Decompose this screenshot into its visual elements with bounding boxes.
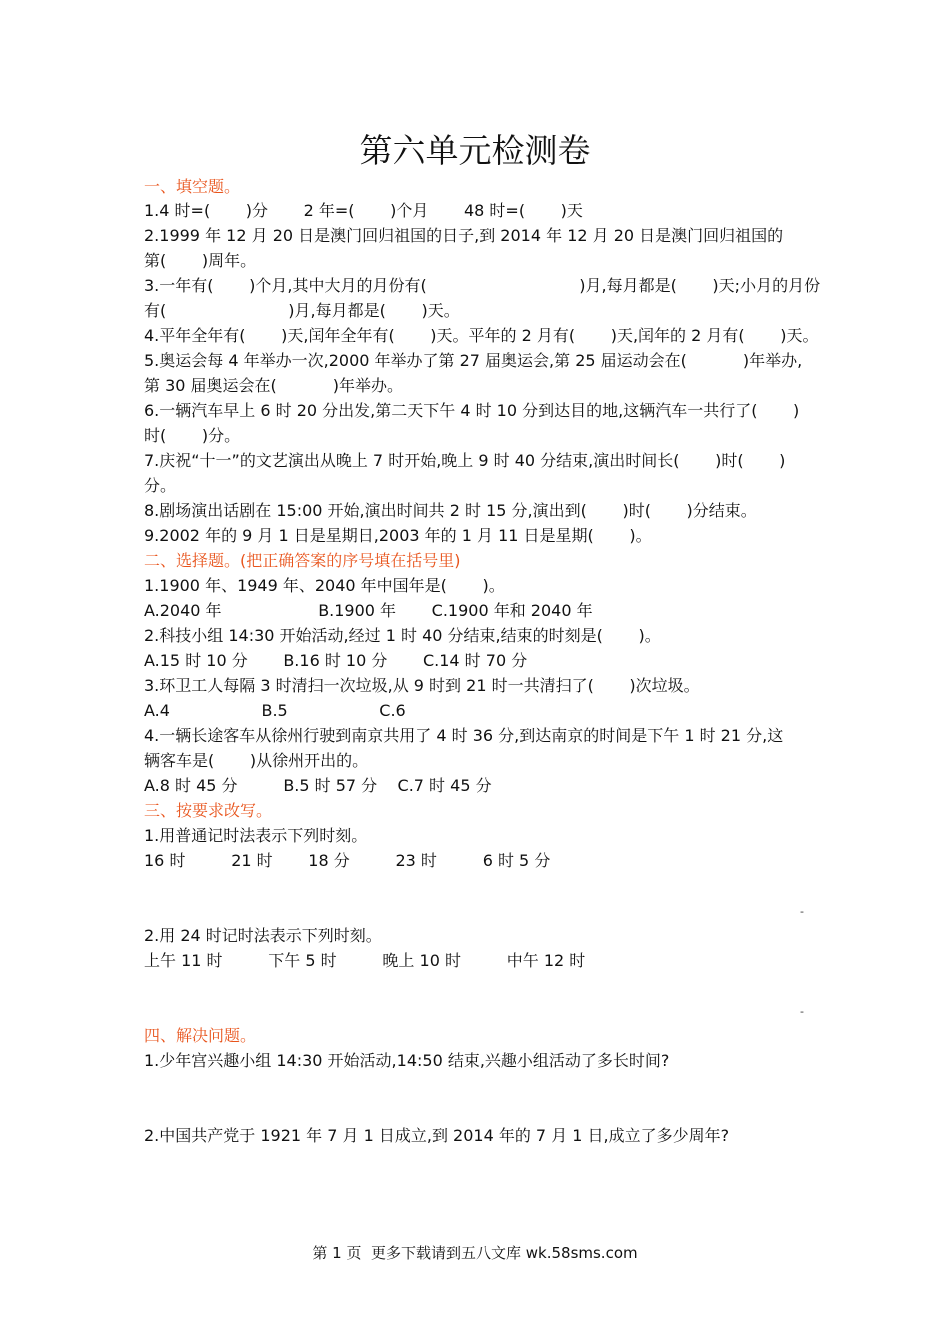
question-line: 2.科技小组 14:30 开始活动,经过 1 时 40 分结束,结束的时刻是( )。 xyxy=(144,626,661,645)
question-line: 时( )分。 xyxy=(144,426,241,445)
page-footer: 第 1 页 更多下载请到五八文库 wk.58sms.com xyxy=(312,1244,638,1262)
page-title: 第六单元检测卷 xyxy=(359,131,591,170)
dash-mark: - xyxy=(800,1005,804,1018)
question-line: 2.中国共产党于 1921 年 7 月 1 日成立,到 2014 年的 7 月 1 日,成立了多少周年? xyxy=(144,1126,730,1145)
question-line: 9.2002 年的 9 月 1 日是星期日,2003 年的 1 月 11 日是星期( )。 xyxy=(144,526,652,545)
question-line: 8.剧场演出话剧在 15:00 开始,演出时间共 2 时 15 分,演出到( )时( )分结束。 xyxy=(144,501,757,520)
answer-options: A.15 时 10 分 B.16 时 10 分 C.14 时 70 分 xyxy=(144,651,528,670)
question-line: 2.1999 年 12 月 20 日是澳门回归祖国的日子,到 2014 年 12 月 20 日是澳门回归祖国的 xyxy=(144,226,784,245)
section-heading-problems: 四、解决问题。 xyxy=(144,1026,257,1045)
question-line: 4.一辆长途客车从徐州行驶到南京共用了 4 时 36 分,到达南京的时间是下午 1 时 21 分,这 xyxy=(144,726,784,745)
question-line: 1.4 时=( )分 2 年=( )个月 48 时=( )天 xyxy=(144,201,583,220)
question-line: 有( )月,每月都是( )天。 xyxy=(144,301,460,320)
question-line: 1.1900 年、1949 年、2040 年中国年是( )。 xyxy=(144,576,505,595)
question-line: 5.奥运会每 4 年举办一次,2000 年举办了第 27 届奥运会,第 25 届运动会在( )年举办, xyxy=(144,351,803,370)
answer-options: A.8 时 45 分 B.5 时 57 分 C.7 时 45 分 xyxy=(144,776,492,795)
section-heading-fill-in: 一、填空题。 xyxy=(144,177,241,196)
answer-options: A.2040 年 B.1900 年 C.1900 年和 2040 年 xyxy=(144,601,593,620)
time-list: 上午 11 时 下午 5 时 晚上 10 时 中午 12 时 xyxy=(144,951,586,970)
question-line: 1.用普通记时法表示下列时刻。 xyxy=(144,826,368,845)
question-line: 第 30 届奥运会在( )年举办。 xyxy=(144,376,403,395)
question-line: 2.用 24 时记时法表示下列时刻。 xyxy=(144,926,382,945)
question-line: 分。 xyxy=(144,476,177,495)
section-heading-rewrite: 三、按要求改写。 xyxy=(144,801,273,820)
answer-options: A.4 B.5 C.6 xyxy=(144,701,406,720)
question-line: 3.环卫工人每隔 3 时清扫一次垃圾,从 9 时到 21 时一共清扫了( )次垃圾。 xyxy=(144,676,700,695)
section-heading-choice: 二、选择题。(把正确答案的序号填在括号里) xyxy=(144,551,461,570)
time-list: 16 时 21 时 18 分 23 时 6 时 5 分 xyxy=(144,851,551,870)
question-line: 3.一年有( )个月,其中大月的月份有( )月,每月都是( )天;小月的月份 xyxy=(144,276,821,295)
dash-mark: - xyxy=(800,905,804,918)
question-line: 1.少年宫兴趣小组 14:30 开始活动,14:50 结束,兴趣小组活动了多长时间? xyxy=(144,1051,670,1070)
question-line: 6.一辆汽车早上 6 时 20 分出发,第二天下午 4 时 10 分到达目的地,这辆汽车一共行了( ) xyxy=(144,401,800,420)
question-line: 4.平年全年有( )天,闰年全年有( )天。平年的 2 月有( )天,闰年的 2 月有( )天。 xyxy=(144,326,819,345)
question-line: 7.庆祝“十一”的文艺演出从晚上 7 时开始,晚上 9 时 40 分结束,演出时间长( )时( ) xyxy=(144,451,786,470)
question-line: 辆客车是( )从徐州开出的。 xyxy=(144,751,369,770)
question-line: 第( )周年。 xyxy=(144,251,257,270)
